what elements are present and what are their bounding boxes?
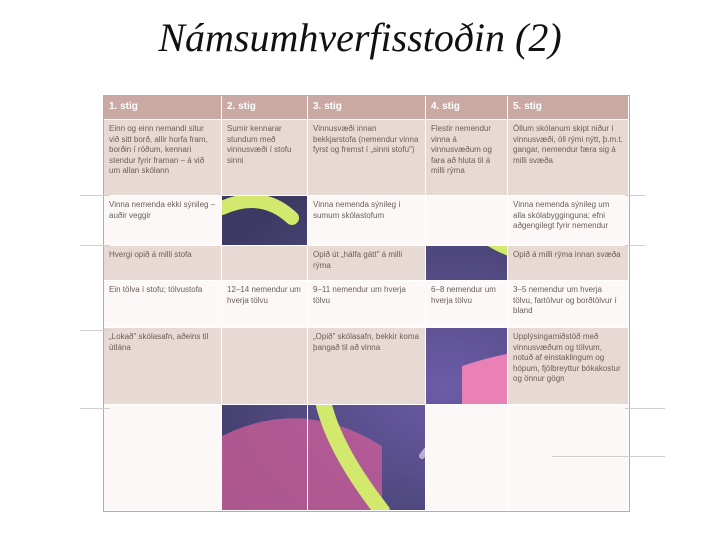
- table-cell: 6–8 nemendur um hverja tölvu: [426, 281, 508, 328]
- table-cell: „Opið" skólasafn, bekkir koma þangað til að vinna: [308, 328, 426, 405]
- table-cell: [426, 405, 508, 511]
- divider: [625, 245, 645, 246]
- column-header: 3. stig: [308, 96, 426, 120]
- table-cell: [222, 405, 308, 511]
- table-cell: [426, 246, 508, 281]
- stages-table: [103, 95, 630, 512]
- column-header: 4. stig: [426, 96, 508, 120]
- table-cell: [222, 328, 308, 405]
- divider: [552, 456, 665, 457]
- table-cell: [222, 246, 308, 281]
- table-cell: Sumir kennarar stundum með vinnusvæði í stofu sinni: [222, 120, 308, 196]
- table-cell: Vinnusvæði innan bekkjarstofa (nemendur vinna fyrst og fremst í „sinni stofu"): [308, 120, 426, 196]
- table-cell: 3–5 nemendur um hverja tölvu, fartölvur og borðtölvur í bland: [508, 281, 629, 328]
- table-cell: Opið á milli rýma innan svæða: [508, 246, 629, 281]
- column-header: 1. stig: [104, 96, 222, 120]
- slide-title: Námsumhverfisstoðin (2): [158, 15, 562, 60]
- table-cell: Opið út „hálfa gátt" á milli rýma: [308, 246, 426, 281]
- table-cell: Flestir nemendur vinna á vinnusvæðum og fara að hluta til á milli rýma: [426, 120, 508, 196]
- table-cell: Vinna nemenda ekki sýnileg – auðir veggir: [104, 196, 222, 246]
- divider: [80, 330, 110, 331]
- divider: [625, 408, 665, 409]
- table-cell: Öllum skólanum skipt niður í vinnusvæði, öll rými nýtt, þ.m.t. gangar, nemendur færa sig á milli svæða: [508, 120, 629, 196]
- table-cell: Upplýsingamiðstöð með vinnusvæðum og tölvum, notuð af einstaklingum og hópum, fjölbreyttur bókakostur og önnur gögn: [508, 328, 629, 405]
- table-cell: [104, 405, 222, 511]
- table-cell: Hvergi opið á milli stofa: [104, 246, 222, 281]
- divider: [80, 245, 110, 246]
- table-cell: [508, 405, 629, 511]
- table-cell: Vinna nemenda sýnileg um alla skólabygginguna; efni aðgengilegt fyrir nemendur: [508, 196, 629, 246]
- column-header: 5. stig: [508, 96, 629, 120]
- table-cell: [308, 405, 426, 511]
- table-cell: 9–11 nemendur um hverja tölvu: [308, 281, 426, 328]
- table-cell: 12–14 nemendur um hverja tölvu: [222, 281, 308, 328]
- table-cell: Einn og einn nemandi situr við sitt borð, allir horfa fram, borðin í röðum, kennari stendur fyrir framan – á við um allan skólann: [104, 120, 222, 196]
- table-cell: [426, 196, 508, 246]
- table-cell: Ein tölva í stofu; tölvustofa: [104, 281, 222, 328]
- table-cell: Vinna nemenda sýnileg í sumum skólastofum: [308, 196, 426, 246]
- divider: [80, 195, 110, 196]
- table-cell: [222, 196, 308, 246]
- column-header: 2. stig: [222, 96, 308, 120]
- table-cell: [426, 328, 508, 405]
- divider: [625, 195, 645, 196]
- table-cell: „Lokað" skólasafn, aðeins til útlána: [104, 328, 222, 405]
- divider: [80, 408, 110, 409]
